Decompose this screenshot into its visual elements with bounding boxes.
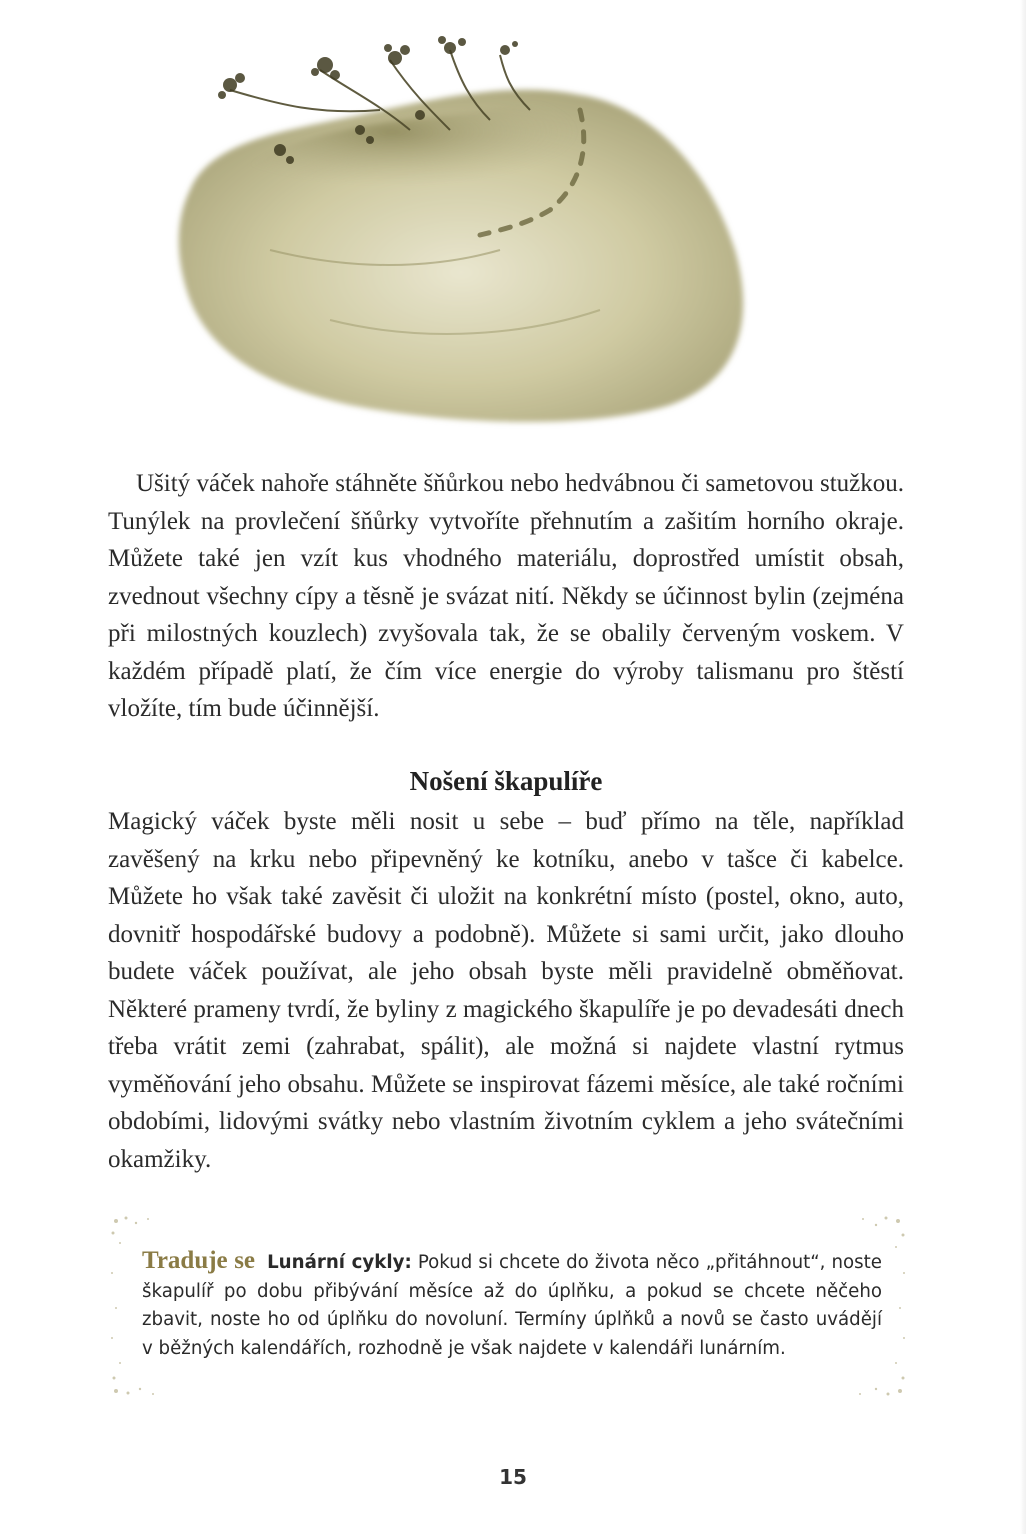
note-text: Pokud si chcete do života něco „přitáhnout“, noste škapulíř po dobu přibývání měsíce až do úplňku, a pokud se chcete něčeho zbavit, noste ho od úplňku do novoluní. Termíny úplňků a novů se často uvádějí v běžných kalendářích, rozhodně je však najdete v kalendáři lunárním. bbox=[142, 1252, 882, 1359]
tradition-note-box bbox=[108, 1213, 908, 1398]
body-paragraph-2: Magický váček byste měli nosit u sebe – buď přímo na těle, například zavěšený na krku nebo připevněný ke kotníku, anebo v tašce či kabelce. Můžete ho však také zavěsit či uložit na konkrétní místo (postel, okno, auto, dovnitř hospodářské budovy a podobně). Můžete si sami určit, jako dlouho budete váček používat, ale jeho obsah byste měli pravidelně obměňovat. Některé prameny tvrdí, že byliny z magického škapulíře je po devadesáti dnech třeba vrátit zemi (zahrabat, spálit), ale možná si najdete vlastní rytmus vyměňování jeho obsahu. Můžete se inspirovat fázemi měsíce, ale také ročními obdobími, lidovými svátky nebo vlastním životním cyklem a jeho svátečními okamžiky. bbox=[108, 808, 904, 1173]
note-content bbox=[142, 1247, 882, 1363]
section-heading: Nošení škapulíře bbox=[409, 766, 603, 796]
page-number: 15 bbox=[499, 1465, 527, 1489]
note-title: Traduje se bbox=[142, 1247, 256, 1274]
pouch-illustration bbox=[150, 20, 770, 440]
body-paragraph-1: Ušitý váček nahoře stáhněte šňůrkou nebo hedvábnou či sametovou stužkou. Tunýlek na provlečení šňůrky vytvoříte přehnutím a zašitím horního okraje. Můžete také jen vzít kus vhodného materiálu, doprostřed umístit obsah, zvednout všechny cípy a těsně je svázat nití. Někdy se účinnost bylin (zejména při milostných kouzlech) zvyšovala tak, že se obalily červeným voskem. V každém případě platí, že čím více energie do výroby talismanu pro štěstí vložíte, tím bude účinnější. bbox=[108, 470, 904, 722]
scan-edge bbox=[1020, 0, 1026, 1534]
note-subtitle: Lunární cykly: bbox=[267, 1252, 412, 1273]
